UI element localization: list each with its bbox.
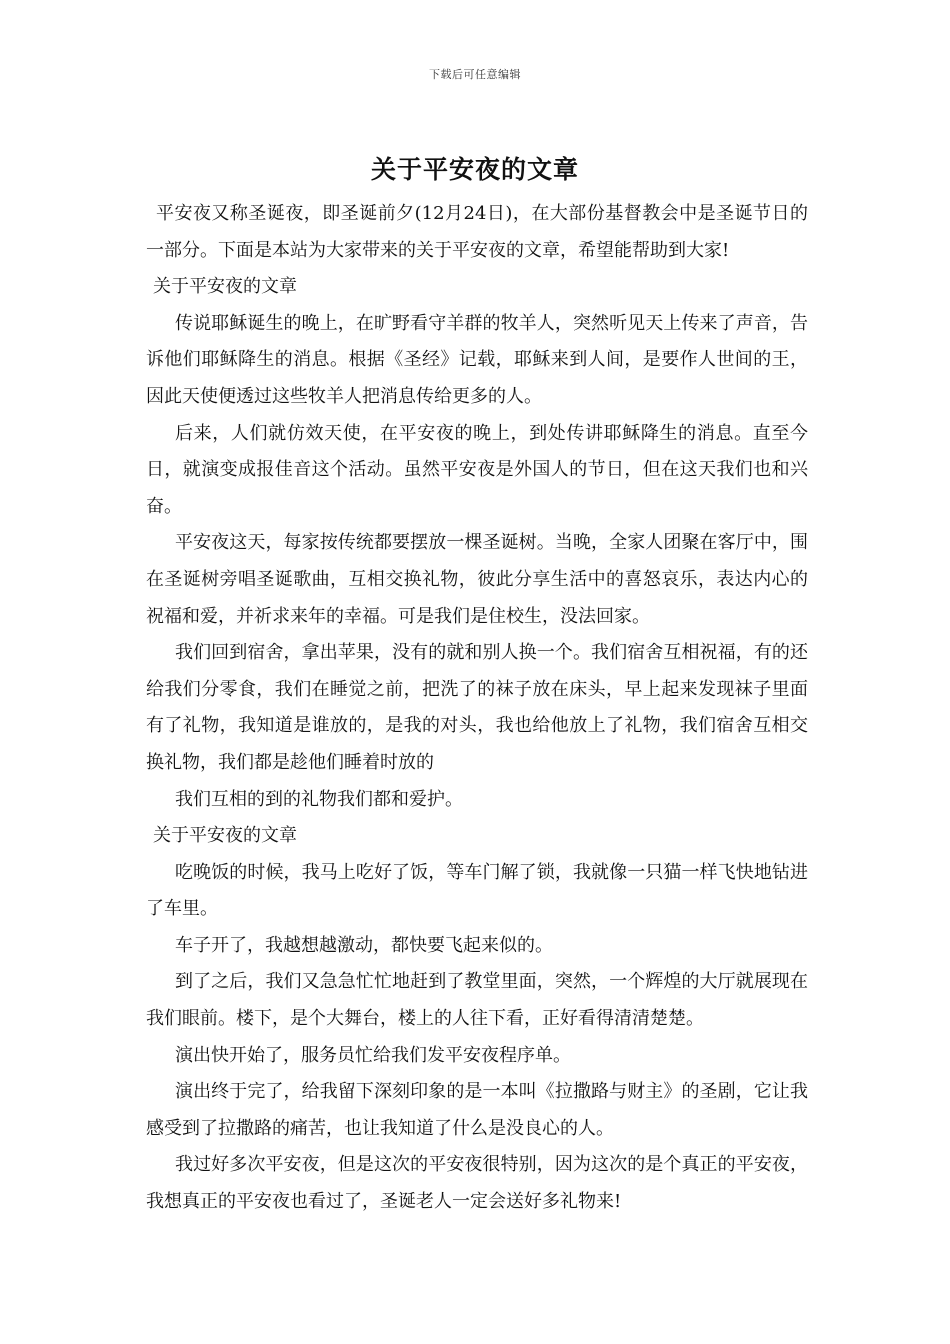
page-title: 关于平安夜的文章 bbox=[370, 155, 579, 184]
paragraph: 演出快开始了，服务员忙给我们发平安夜程序单。 bbox=[175, 1044, 571, 1066]
paragraph: 传说耶稣诞生的晚上，在旷野看守羊群的牧羊人，突然听见天上传来了声音，告诉他们耶稣降生的消息。根据《圣经》记载，耶稣来到人间，是要作人世间的王，因此天使便透过这些牧羊人把消息传给更多的人。 bbox=[146, 312, 808, 407]
paragraph: 车子开了，我越想越激动，都快要飞起来似的。 bbox=[175, 934, 553, 956]
paragraph: 后来，人们就仿效天使，在平安夜的晚上，到处传讲耶稣降生的消息。直至今日，就演变成报佳音这个活动。虽然平安夜是外国人的节日，但在这天我们也和兴奋。 bbox=[146, 422, 808, 517]
section-heading-2: 关于平安夜的文章 bbox=[153, 825, 297, 847]
paragraph: 我们回到宿舍，拿出苹果，没有的就和别人换一个。我们宿舍互相祝福，有的还给我们分零食，我们在睡觉之前，把洗了的袜子放在床头，早上起来发现袜子里面有了礼物，我知道是谁放的，是我的对头，我也给他放上了礼物，我们宿舍互相交换礼物，我们都是趁他们睡着时放的 bbox=[146, 642, 808, 773]
paragraph: 演出终于完了，给我留下深刻印象的是一本叫《拉撒路与财主》的圣剧，它让我感受到了拉撒路的痛苦，也让我知道了什么是没良心的人。 bbox=[146, 1081, 808, 1139]
paragraph: 平安夜这天，每家按传统都要摆放一棵圣诞树。当晚，全家人团聚在客厅中，围在圣诞树旁唱圣诞歌曲，互相交换礼物，彼此分享生活中的喜怒哀乐，表达内心的祝福和爱，并祈求来年的幸福。可是我们是住校生，没法回家。 bbox=[146, 532, 808, 627]
intro-paragraph: 平安夜又称圣诞夜，即圣诞前夕(12月24日)，在大部份基督教会中是圣诞节日的一部分。下面是本站为大家带来的关于平安夜的文章，希望能帮助到大家! bbox=[146, 203, 808, 261]
section-heading-1: 关于平安夜的文章 bbox=[153, 276, 297, 298]
paragraph: 我们互相的到的礼物我们都和爱护。 bbox=[175, 788, 463, 810]
article-body bbox=[146, 196, 808, 1221]
header-note: 下载后可任意编辑 bbox=[429, 68, 521, 81]
paragraph: 吃晚饭的时候，我马上吃好了饭，等车门解了锁，我就像一只猫一样飞快地钻进了车里。 bbox=[146, 861, 808, 920]
paragraph: 到了之后，我们又急急忙忙地赶到了教堂里面，突然，一个辉煌的大厅就展现在我们眼前。楼下，是个大舞台，楼上的人往下看，正好看得清清楚楚。 bbox=[146, 971, 808, 1030]
paragraph: 我过好多次平安夜，但是这次的平安夜很特别，因为这次的是个真正的平安夜，我想真正的平安夜也看过了，圣诞老人一定会送好多礼物来! bbox=[146, 1154, 808, 1213]
